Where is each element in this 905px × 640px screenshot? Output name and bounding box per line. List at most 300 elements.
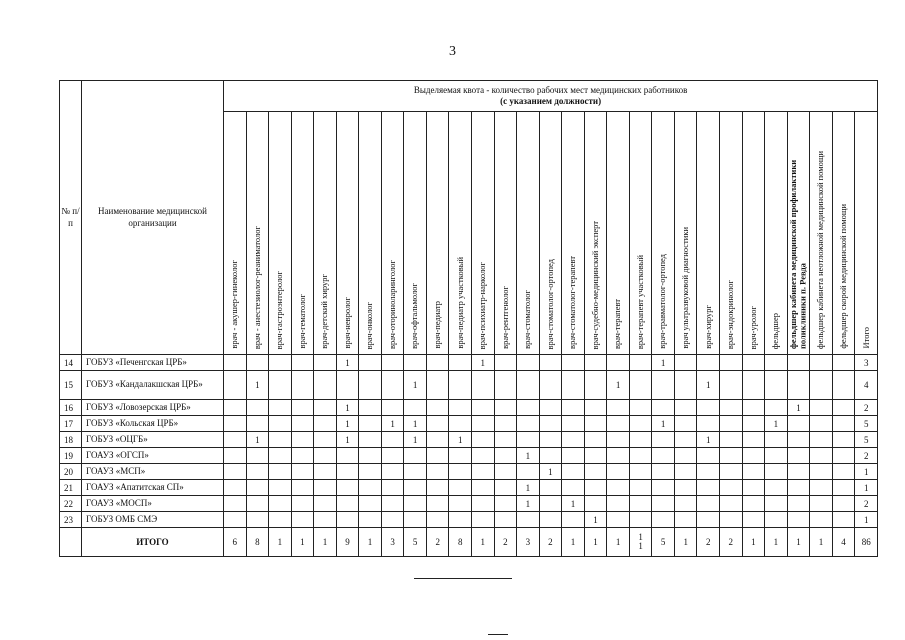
quota-cell — [765, 464, 788, 480]
quota-cell — [720, 355, 743, 371]
quota-cell — [336, 448, 359, 464]
total-cell: 1 1 — [629, 528, 652, 557]
quota-cell: 1 — [246, 371, 269, 400]
quota-cell — [742, 371, 765, 400]
quota-cell — [539, 355, 562, 371]
position-header-label: врач-уролог — [747, 305, 758, 349]
quota-cell — [720, 464, 743, 480]
quota-cell — [539, 480, 562, 496]
quota-cell — [404, 496, 427, 512]
total-cell: 2 — [494, 528, 517, 557]
quota-cell — [224, 432, 247, 448]
quota-cell — [629, 355, 652, 371]
row-number: 23 — [60, 512, 82, 528]
table-row — [60, 416, 878, 432]
total-cell: 1 — [810, 528, 833, 557]
quota-cell — [720, 448, 743, 464]
quota-cell — [269, 464, 292, 480]
position-header — [359, 112, 382, 355]
quota-cell — [697, 416, 720, 432]
position-header — [787, 112, 810, 355]
org-name: ГОАУЗ «МОСП» — [82, 496, 224, 512]
quota-cell — [517, 400, 540, 416]
quota-cell — [562, 371, 585, 400]
position-header — [765, 112, 788, 355]
quota-cell — [359, 371, 382, 400]
total-cell: 5 — [652, 528, 675, 557]
position-header — [562, 112, 585, 355]
quota-cell — [314, 464, 337, 480]
quota-cell — [652, 400, 675, 416]
quota-cell — [359, 416, 382, 432]
quota-cell — [539, 432, 562, 448]
quota-cell — [562, 432, 585, 448]
position-header — [224, 112, 247, 355]
quota-cell — [832, 480, 855, 496]
quota-cell — [224, 480, 247, 496]
quota-cell: 1 — [697, 432, 720, 448]
quota-cell — [674, 400, 697, 416]
quota-cell — [314, 371, 337, 400]
quota-cell — [224, 416, 247, 432]
quota-cell — [224, 496, 247, 512]
quota-cell — [381, 512, 404, 528]
position-header — [855, 112, 878, 355]
quota-cell — [449, 512, 472, 528]
quota-cell — [449, 496, 472, 512]
quota-cell — [765, 496, 788, 512]
quota-cell — [810, 400, 833, 416]
quota-cell — [494, 512, 517, 528]
position-header — [720, 112, 743, 355]
position-header-label: врач-рентгенолог — [499, 286, 510, 349]
row-total: 5 — [855, 416, 878, 432]
quota-cell: 1 — [336, 400, 359, 416]
quota-cell — [765, 448, 788, 464]
quota-cell — [674, 496, 697, 512]
quota-cell — [742, 355, 765, 371]
position-header — [697, 112, 720, 355]
position-header-label: врач-стоматолог-ортопед — [544, 258, 555, 349]
position-header-label: врач - акушер-гинеколог — [229, 260, 240, 349]
quota-cell — [426, 371, 449, 400]
quota-cell — [269, 371, 292, 400]
divider-line — [414, 578, 512, 579]
quota-cell — [359, 432, 382, 448]
org-name: ГОБУЗ ОМБ СМЭ — [82, 512, 224, 528]
quota-cell — [472, 416, 495, 432]
total-cell: 1 — [562, 528, 585, 557]
position-header — [381, 112, 404, 355]
quota-cell — [269, 480, 292, 496]
position-header-label: врач-эндокринолог — [725, 279, 736, 349]
quota-cell — [742, 432, 765, 448]
quota-cell — [517, 432, 540, 448]
table-row — [60, 480, 878, 496]
quota-cell — [674, 416, 697, 432]
total-cell: 2 — [720, 528, 743, 557]
quota-cell: 1 — [336, 416, 359, 432]
quota-cell — [426, 416, 449, 432]
quota-cell — [810, 496, 833, 512]
quota-cell — [494, 464, 517, 480]
org-name: ГОАУЗ «МСП» — [82, 464, 224, 480]
row-number: 22 — [60, 496, 82, 512]
quota-cell — [787, 448, 810, 464]
quota-cell — [720, 371, 743, 400]
quota-cell: 1 — [336, 432, 359, 448]
quota-cell — [404, 480, 427, 496]
quota-cell — [246, 416, 269, 432]
quota-cell — [539, 512, 562, 528]
quota-cell — [765, 371, 788, 400]
quota-cell — [584, 371, 607, 400]
quota-cell — [562, 464, 585, 480]
quota-cell — [494, 355, 517, 371]
quota-cell: 1 — [584, 512, 607, 528]
row-total: 1 — [855, 464, 878, 480]
position-header — [832, 112, 855, 355]
quota-cell — [832, 512, 855, 528]
quota-cell — [404, 464, 427, 480]
quota-cell: 1 — [539, 464, 562, 480]
quota-cell: 1 — [765, 416, 788, 432]
quota-cell — [314, 400, 337, 416]
total-cell: 9 — [336, 528, 359, 557]
quota-cell — [787, 416, 810, 432]
quota-cell — [291, 512, 314, 528]
quota-cell — [449, 416, 472, 432]
position-header-label: врач-терапевт участковый — [634, 254, 645, 349]
table-row — [60, 432, 878, 448]
quota-cell — [584, 480, 607, 496]
quota-cell — [336, 480, 359, 496]
quota-cell — [494, 496, 517, 512]
quota-cell — [269, 496, 292, 512]
total-cell: 1 — [291, 528, 314, 557]
quota-cell — [314, 480, 337, 496]
quota-cell — [832, 371, 855, 400]
quota-cell — [674, 464, 697, 480]
quota-cell — [381, 496, 404, 512]
position-header — [629, 112, 652, 355]
table-row — [60, 355, 878, 371]
total-cell: 4 — [832, 528, 855, 557]
quota-cell — [629, 371, 652, 400]
quota-cell — [629, 464, 652, 480]
quota-cell — [246, 480, 269, 496]
position-header — [584, 112, 607, 355]
quota-cell — [472, 371, 495, 400]
quota-cell — [584, 400, 607, 416]
quota-cell — [810, 464, 833, 480]
position-header-label: врач-стоматолог — [522, 290, 533, 349]
table-row — [60, 496, 878, 512]
quota-cell — [697, 480, 720, 496]
quota-cell — [787, 371, 810, 400]
quota-cell — [607, 480, 630, 496]
quota-cell — [517, 371, 540, 400]
position-header-label: врач-травматолог-ортопед — [657, 254, 668, 349]
row-total: 2 — [855, 496, 878, 512]
row-total: 1 — [855, 480, 878, 496]
quota-cell — [607, 448, 630, 464]
quota-cell — [426, 496, 449, 512]
quota-cell — [472, 400, 495, 416]
quota-cell — [314, 496, 337, 512]
quota-cell — [810, 371, 833, 400]
grand-total: 86 — [855, 528, 878, 557]
position-header-label: врач-гематолог — [296, 294, 307, 349]
quota-cell — [314, 512, 337, 528]
quota-cell — [810, 448, 833, 464]
quota-cell — [607, 400, 630, 416]
quota-cell — [765, 400, 788, 416]
quota-cell — [449, 464, 472, 480]
quota-cell — [269, 512, 292, 528]
total-cell: 1 — [765, 528, 788, 557]
total-cell: 6 — [224, 528, 247, 557]
quota-cell — [359, 480, 382, 496]
quota-cell: 1 — [404, 432, 427, 448]
table-row — [60, 512, 878, 528]
position-header-label: врач-стоматолог-терапевт — [567, 256, 578, 349]
table-row — [60, 371, 878, 400]
quota-cell — [426, 512, 449, 528]
quota-cell — [629, 512, 652, 528]
quota-cell — [314, 432, 337, 448]
quota-cell: 1 — [246, 432, 269, 448]
total-cell: 1 — [584, 528, 607, 557]
quota-cell — [494, 448, 517, 464]
quota-cell — [359, 512, 382, 528]
position-header-label: врач ультразвуковой диагностики — [680, 227, 691, 349]
quota-cell — [742, 416, 765, 432]
quota-cell — [426, 480, 449, 496]
quota-cell — [246, 496, 269, 512]
quota-cell — [517, 416, 540, 432]
quota-cell: 1 — [562, 496, 585, 512]
org-name: ГОБУЗ «Ловозерская ЦРБ» — [82, 400, 224, 416]
quota-cell — [629, 448, 652, 464]
quota-cell — [652, 448, 675, 464]
quota-cell — [224, 371, 247, 400]
quota-cell — [832, 355, 855, 371]
quota-cell — [494, 480, 517, 496]
quota-cell — [674, 432, 697, 448]
quota-cell — [674, 448, 697, 464]
quota-cell — [832, 416, 855, 432]
quota-cell — [584, 464, 607, 480]
position-header-label: врач-педиатр участковый — [454, 257, 465, 349]
row-number: 21 — [60, 480, 82, 496]
total-cell: 1 — [314, 528, 337, 557]
quota-cell — [562, 512, 585, 528]
quota-cell — [832, 432, 855, 448]
quota-cell — [224, 512, 247, 528]
quota-cell — [584, 448, 607, 464]
quota-cell — [742, 400, 765, 416]
row-total: 4 — [855, 371, 878, 400]
quota-cell: 1 — [652, 416, 675, 432]
quota-cell — [404, 355, 427, 371]
quota-cell — [562, 480, 585, 496]
total-cell: 2 — [426, 528, 449, 557]
quota-table — [59, 80, 878, 557]
org-name: ГОБУЗ «Кандалакшская ЦРБ» — [82, 371, 224, 400]
quota-cell — [359, 448, 382, 464]
table-row — [60, 448, 878, 464]
total-cell: 1 — [359, 528, 382, 557]
quota-cell — [584, 496, 607, 512]
position-header — [607, 112, 630, 355]
total-cell: 3 — [381, 528, 404, 557]
quota-cell — [269, 448, 292, 464]
quota-cell: 1 — [336, 355, 359, 371]
quota-cell — [697, 496, 720, 512]
quota-cell — [404, 512, 427, 528]
quota-cell — [291, 480, 314, 496]
total-cell: 2 — [539, 528, 562, 557]
quota-cell — [336, 464, 359, 480]
row-number: 17 — [60, 416, 82, 432]
quota-cell — [652, 496, 675, 512]
quota-cell — [359, 464, 382, 480]
quota-cell — [269, 416, 292, 432]
quota-cell — [472, 480, 495, 496]
quota-cell — [291, 400, 314, 416]
quota-cell — [404, 448, 427, 464]
quota-cell — [742, 512, 765, 528]
position-header — [517, 112, 540, 355]
quota-cell — [720, 432, 743, 448]
quota-cell — [810, 416, 833, 432]
row-number: 19 — [60, 448, 82, 464]
quota-cell — [810, 512, 833, 528]
header-quota — [224, 81, 878, 112]
quota-cell — [224, 400, 247, 416]
quota-cell — [381, 400, 404, 416]
position-header — [652, 112, 675, 355]
quota-cell — [472, 512, 495, 528]
position-header — [336, 112, 359, 355]
quota-cell — [832, 496, 855, 512]
quota-cell — [787, 464, 810, 480]
row-total: 2 — [855, 400, 878, 416]
quota-cell — [381, 480, 404, 496]
quota-cell — [562, 448, 585, 464]
total-cell: 1 — [787, 528, 810, 557]
quota-cell — [539, 400, 562, 416]
table-body — [60, 355, 878, 557]
table-row — [60, 400, 878, 416]
quota-cell — [246, 512, 269, 528]
quota-cell: 1 — [517, 496, 540, 512]
quota-cell — [652, 480, 675, 496]
quota-cell — [607, 355, 630, 371]
row-total: 5 — [855, 432, 878, 448]
position-header — [472, 112, 495, 355]
quota-cell — [449, 448, 472, 464]
quota-cell — [787, 355, 810, 371]
quota-cell — [404, 400, 427, 416]
quota-cell — [472, 432, 495, 448]
position-header — [674, 112, 697, 355]
quota-cell: 1 — [517, 448, 540, 464]
position-header-label: врач-невролог — [341, 297, 352, 349]
quota-cell — [314, 416, 337, 432]
quota-cell — [359, 496, 382, 512]
position-header — [449, 112, 472, 355]
quota-cell — [720, 400, 743, 416]
quota-cell — [765, 480, 788, 496]
quota-cell — [652, 464, 675, 480]
quota-cell — [426, 400, 449, 416]
quota-cell — [472, 496, 495, 512]
quota-cell — [607, 512, 630, 528]
position-header-label: Итого — [860, 327, 871, 349]
quota-cell — [720, 480, 743, 496]
org-name: ГОБУЗ «ОЦГБ» — [82, 432, 224, 448]
quota-cell — [336, 512, 359, 528]
quota-cell — [607, 416, 630, 432]
quota-cell — [314, 355, 337, 371]
quota-cell — [562, 355, 585, 371]
quota-cell — [697, 448, 720, 464]
position-header-label: врач-онколог — [364, 301, 375, 349]
quota-cell — [765, 432, 788, 448]
quota-cell — [449, 400, 472, 416]
quota-cell — [472, 464, 495, 480]
page-number: 3 — [449, 44, 456, 59]
total-cell: 1 — [742, 528, 765, 557]
quota-cell — [607, 464, 630, 480]
position-header — [810, 112, 833, 355]
quota-cell — [517, 464, 540, 480]
quota-cell: 1 — [607, 371, 630, 400]
position-header — [246, 112, 269, 355]
quota-cell — [359, 400, 382, 416]
total-cell: 1 — [269, 528, 292, 557]
position-header-label: врач-психиатр-нарколог — [477, 261, 488, 349]
quota-cell — [652, 432, 675, 448]
quota-cell — [494, 432, 517, 448]
quota-cell: 1 — [697, 371, 720, 400]
quota-cell — [359, 355, 382, 371]
position-header — [494, 112, 517, 355]
quota-cell — [629, 416, 652, 432]
quota-cell — [697, 400, 720, 416]
quota-cell — [787, 480, 810, 496]
position-header — [291, 112, 314, 355]
quota-cell: 1 — [652, 355, 675, 371]
total-cell: 2 — [697, 528, 720, 557]
quota-cell — [562, 416, 585, 432]
org-name: ГОАУЗ «ОГСП» — [82, 448, 224, 464]
quota-cell: 1 — [449, 432, 472, 448]
total-cell: 5 — [404, 528, 427, 557]
quota-cell — [246, 464, 269, 480]
quota-cell — [291, 432, 314, 448]
position-header — [314, 112, 337, 355]
quota-cell — [810, 480, 833, 496]
quota-cell — [787, 512, 810, 528]
quota-cell — [674, 371, 697, 400]
position-header-label: фельдшер кабинета неотложной медицинской помощи — [815, 150, 826, 349]
quota-cell — [697, 355, 720, 371]
row-number: 14 — [60, 355, 82, 371]
quota-cell — [426, 464, 449, 480]
